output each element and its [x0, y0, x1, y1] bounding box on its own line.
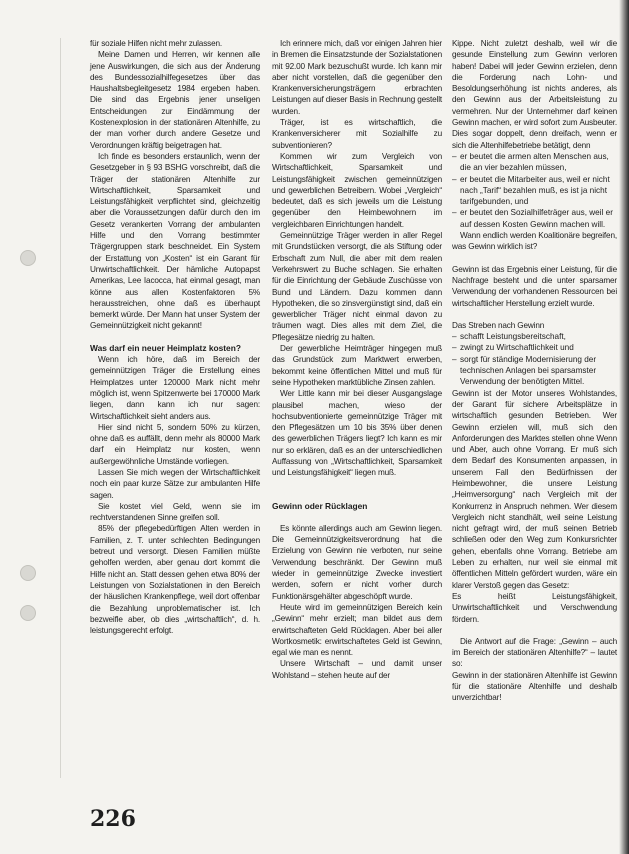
- paragraph: Gewinn ist das Ergebnis einer Leistung, für die Nachfrage besteht und die unter sparsamer Verwendung der vorhandenen Ressourcen bei wirtschaftlicher Herstellung erzielt wurde.: [452, 264, 617, 308]
- paragraph: Lassen Sie mich wegen der Wirtschaftlichkeit noch ein paar kurze Sätze zur ambulanten Hilfe sagen.: [90, 467, 260, 500]
- paragraph: Der gewerbliche Heimträger hingegen muß das Grundstück zum Marktwert erwerben, bekommt keine öffentlichen Mittel und muß für seine Hypotheken marktübliche Zinsen zahlen.: [272, 344, 442, 387]
- text-column-2: [272, 38, 442, 681]
- paragraph: Sie kostet viel Geld, wenn sie im rechtverstandenen Sinne greifen soll.: [90, 501, 260, 523]
- text-column-3: [452, 38, 617, 704]
- section-heading: Gewinn oder Rücklagen: [272, 500, 368, 511]
- text-column-1: [90, 38, 260, 636]
- page-number: 226: [90, 806, 136, 832]
- list-item: – sorgt für ständige Modernisierung der technischen Anlagen bei sparsamster Verwendung der benötigten Mittel.: [452, 354, 617, 388]
- paragraph: Unsere Wirtschaft – und damit unser Wohlstand – stehen heute auf der: [272, 659, 442, 680]
- scan-shadow-line: [60, 38, 61, 778]
- paragraph: Kommen wir zum Vergleich von Wirtschaftlichkeit, Sparsamkeit und Leistungsfähigkeit zwischen gemeinnützigen und gewerblichen Betreibern. Wobei „Vergleich“ bedeutet, daß es sich jeweils um die Leistung gegenüber den Heimbewohnern im vergleichbaren Einrichtungen handelt.: [272, 151, 442, 229]
- paragraph: Kippe. Nicht zuletzt deshalb, weil wir die gesunde Einstellung zum Gewinn verloren haben! Dabei will jeder Gewinn erzielen, denn die Forderung nach Lohn- und Besoldungserhöhung ist nichts anderes, als den Gewinn aus der Arbeitsleistung zu vermehren. Nur der Unternehmer darf keinen Gewinn machen, er wird sofort zum Ausbeuter. Dies sogar doppelt, denn dreifach, wenn er sich die Altenhilfebetriebe betätigt, denn: [452, 39, 617, 150]
- paragraph: Gewinn in der stationären Altenhilfe ist Gewinn für die stationäre Altenhilfe und deshalb unverzichtbar!: [452, 670, 617, 703]
- paragraph: Wann endlich werden Koalitionäre begreifen, was Gewinn wirklich ist?: [452, 231, 617, 252]
- paragraph: Ich finde es besonders erstaunlich, wenn der Gesetzgeber in § 93 BSHG vorschreibt, daß die Träger der stationären Altenhilfe zur Wirtschaftlichkeit, Sparsamkeit und Leistungsfähigkeit verpflichtet sind, gleichzeitig aber die Voraussetzungen dafür durch den im Gesetz verankerten Vorrang der ambulanten Hilfe und den Vorrang bestimmter Trägergruppen stark beschneidet. Ein System der Erstattung von „Kosten“ ist ein Garant für Unwirtschaftlichkeit. Der hämliche Autopapst Amerikas, Lee Iacocca, hat einmal gesagt, man könne aus allen Kostenfaktoren 5% herausstreichen, ohne daß es überhaupt bemerkt würde. Der Mann hat unser System der Gemeinnützigkeit nicht gekannt!: [90, 151, 260, 331]
- punch-hole: [20, 250, 36, 266]
- paragraph: Meine Damen und Herren, wir kennen alle jene Auswirkungen, die sich aus der Änderung des Bundessozialhilfegesetzes über das Haushaltsbegleitgesetz 1984 ergeben haben. Die sind das Ergebnis jener unseligen Entscheidungen zur Eindämmung der Kostenexplosion in der stationären Altenhilfe, zu der man vorher durch andere Gesetze und Verordnungen kräftig beigetragen hat.: [90, 50, 260, 150]
- paragraph: Heute wird im gemeinnützigen Bereich kein „Gewinn“ mehr erzielt; man bildet aus dem erwirtschafteten Geld Rücklagen. Aber bei aller Wortkosmetik: erwirtschaftetes Geld ist Gewinn, egal wie man es nennt.: [272, 602, 442, 658]
- paragraph: Es heißt Leistungsfähigkeit, Unwirtschaftlichkeit und Verschwendung fördern.: [452, 591, 617, 624]
- list-item: – er beutet den Sozialhilfeträger aus, weil er auf dessen Kosten Gewinn machen will.: [452, 207, 617, 230]
- paragraph: Träger, ist es wirtschaftlich, die Krankenversicherer mit Sozialhilfe zu subventionieren?: [272, 118, 442, 150]
- list-item: – schafft Leistungsbereitschaft,: [452, 331, 617, 342]
- paragraph: Wenn ich höre, daß im Bereich der gemeinnützigen Träger die Erstellung eines Heimplatzes unter 120000 Mark nicht mehr möglich ist, wenn Spitzenwerte bei 170000 Mark liegen, dann kann ich nur sagen: Wirtschaftlichkeit sieht anders aus.: [90, 355, 260, 421]
- punch-hole: [20, 565, 36, 581]
- paragraph: Das Streben nach Gewinn: [452, 320, 545, 330]
- punch-hole: [20, 605, 36, 621]
- bullet-list: [452, 331, 617, 387]
- paragraph: Hier sind nicht 5, sondern 50% zu kürzen, ohne daß es auffällt, denn mehr als 80000 Mark darf ein Heimplatz nur kosten, wenn außergewöhnliche Umstände vorliegen.: [90, 422, 260, 466]
- paragraph: Ich erinnere mich, daß vor einigen Jahren hier in Bremen die Einsatzstunde der Sozialstationen mit 92.00 Mark bezuschußt wurde. Ich kann mir aber nicht vorstellen, daß die gegenüber den Krankenversicherungsträgern erbrachten Leistungen auf dieser Basis in Rechnung gestellt wurden.: [272, 39, 442, 116]
- paragraph: 85% der pflegebedürftigen Alten werden in Familien, z. T. unter schlechten Bedingungen betreut und versorgt. Diesen Familien müßte geholfen werden, aber genau dort kommt die Hilfe nicht an. Statt dessen gehen etwa 80% der Leistungen von Sozialstationen in den Bereich der häuslichen Krankenpflege, weil dort offenbar die Bezahlung unproblematischer ist. Ich bezweifle aber, ob dies „wirtschaftlich“, d. h. leistungsgerecht erfolgt.: [90, 524, 260, 636]
- paragraph: Es könnte allerdings auch am Gewinn liegen. Die Gemeinnützigkeitsverordnung hat die Erzielung von Gewinn nie verboten, nur seine Verwendung beschränkt. Der Gewinn muß wieder in gemeinnützige Zwecke investiert werden, sofern er nicht vorher durch Funktionärsgehälter abgeschöpft wurde.: [272, 523, 442, 601]
- paragraph: Wer Little kann mir bei dieser Ausgangslage plausibel machen, wieso der hochsubventionierte gemeinnützige Träger mit den Pflegesätzen um 10 bis 35% über denen des gewerblichen Trägers liegt? Ich kann es mir nur so erklären, daß es an der unterschiedlichen Auffassung von „Wirtschaftlichkeit, Sparsamkeit und Leistungsfähigkeit“ liegen muß.: [272, 389, 442, 478]
- paragraph: Die Antwort auf die Frage: „Gewinn – auch im Bereich der stationären Altenhilfe?“ – lautet so:: [452, 636, 617, 669]
- list-item: – zwingt zu Wirtschaftlichkeit und: [452, 342, 617, 353]
- bullet-list: [452, 151, 617, 230]
- paragraph: Gemeinnützige Träger werden in aller Regel mit Grundstücken versorgt, die als Stiftung oder Erbschaft zum Null, die aber mit dem realen Verkehrswert zu Buche schlagen. Sie erhalten für die Einrichtung der Gebäude Zuschüsse von Bund und Ländern. Dazu kommen dann Hypotheken, die so zinsvergünstigt sind, daß ein gewerblicher Träger nicht einmal davon zu träumen wagt. Dies alles mit dem Ziel, die Pflegesätze niedrig zu halten.: [272, 231, 442, 342]
- paragraph: Gewinn ist der Motor unseres Wohlstandes, der Garant für sichere Arbeitsplätze in wirtschaftlich gesunden Betrieben. Wer Gewinn erzielen will, muß sich den Anforderungen des Marktes stellen ohne Wenn und Aber, auch ohne Vorrang. Er muß sich dem Bedarf des Konsumenten anpassen, in unserem Fall den Bedürfnissen der Heimbewohner, die unsere Leistung „Heimversorgung“ nach Vergleich mit der Konkurrenz in Anspruch nehmen. Wer diesem Vergleich nicht standhält, weil seine Leistung nicht gefragt wird, der muß seinen Betrieb schließen oder den Weg zum Konkursrichter gehen, ebenfalls ohne Vorrang. Betriebe am Leben zu erhalten, nur weil sie einmal mit öffentlichen Mitteln gefördert wurden, wäre ein klarer Verstoß gegen das Gesetz:: [452, 388, 617, 590]
- paragraph: für soziale Hilfen nicht mehr zulassen.: [90, 39, 223, 48]
- list-item: – er beutet die Mitarbeiter aus, weil er nicht nach „Tarif“ bezahlen muß, es ist ja nicht tarifgebunden, und: [452, 174, 617, 208]
- page-edge-shadow: [619, 0, 629, 854]
- section-heading: Was darf ein neuer Heimplatz kosten?: [90, 342, 241, 353]
- list-item: – er beutet die armen alten Menschen aus, die an vier bezahlen müssen,: [452, 151, 617, 174]
